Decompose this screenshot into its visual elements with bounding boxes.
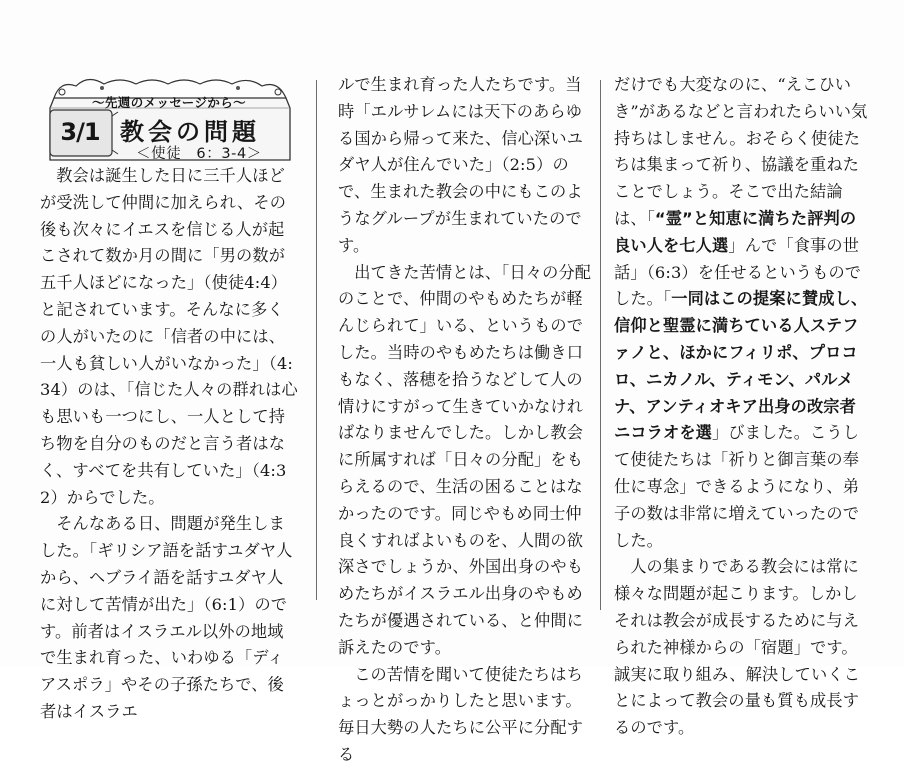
column-2 <box>338 72 596 769</box>
column-divider-1 <box>316 80 317 600</box>
sign-title: 教会の問題 <box>120 118 260 146</box>
message-header-sign <box>40 72 310 164</box>
column-divider-2 <box>600 80 601 610</box>
column-3-text-e: 」びました。こうして使徒たちは「祈りと御言葉の奉仕に専念」できるようになり、弟子の数は非常に増えていったのでした。 <box>614 423 860 550</box>
column-3 <box>614 72 872 742</box>
column-3-text-c: 」んで「食事の世話」（6:3）を任せるというものでした。「 <box>614 235 862 309</box>
sign-subtitle: 〜先週のメッセージから〜 <box>92 95 247 110</box>
sign-date: 3/1 <box>60 118 100 146</box>
column-1-paragraph-1: 教会は誕生した日に三千人ほどが受洗して仲間に加えられ、その後も次々にイエスを信じる人が起こされて数か月の間に「男の数が五千人ほどになった」（使徒4:4）と記されています。そんなに多くの人がいたのに「信者の中には、一人も貧しい人がいなかった」（4:34）のは、「信じた人々の群れは心も思いも一つにし、一人として持ち物を自分のものだと言う者はなく、すべてを共有していた」（4:32）からでした。 <box>40 166 298 507</box>
column-3-paragraph-2: 人の集まりである教会には常に様々な問題が起こります。しかしそれは教会が成長するために与えられた神様からの「宿題」です。誠実に取り組み、解決していくことによって教会の量も質も成長するのです。 <box>614 557 861 738</box>
column-3-text-a: だけでも大変なのに、“えこひいき”があるなどと言われたらいい気持ちはしません。おそらく使徒たちは集まって祈り、協議を重ねたことでしょう。そこで出た結論は、「 <box>614 75 868 228</box>
column-1-paragraph-2: そんなある日、問題が発生しました。「ギリシア語を話すユダヤ人から、ヘブライ語を話すユダヤ人に対して苦情が出た」（6:1）のです。前者はイスラエル以外の地域で生まれ育った、いわゆる「ディアスポラ」やその子孫たちで、後者はイスラエ <box>40 514 293 721</box>
scripture-reference: ＜使徒 6：3‐4＞ <box>136 146 262 162</box>
column-2-paragraph-3: この苦情を聞いて使徒たちはちょっとがっかりしたと思います。毎日大勢の人たちに公平に分配する <box>338 664 584 764</box>
column-2-paragraph-1: ルで生まれ育った人たちです。当時「エルサレムには天下のあらゆる国から帰って来た、信心深いユダヤ人が住んでいた」（2:5）ので、生まれた教会の中にもこのようなグループが生まれていたのです。 <box>338 75 584 255</box>
column-2-paragraph-2: 出てきた苦情とは、「日々の分配のことで、仲間のやもめたちが軽んじられて」いる、というものでした。当時のやもめたちは働き口もなく、落穂を拾うなどして人の情けにすがって生きていかなければなりませんでした。しかし教会に所属すれば「日々の分配」をもらえるので、生活の困ることはなかったのです。同じやもめ同士仲良くすればよいものを、人間の欲深さでしょうか、外国出身のやもめたちがイスラエル出身のやもめたちが優遇されている、と仲間に訴えたのです。 <box>338 262 592 657</box>
column-3-bold-quote-2: 一同はこの提案に賛成し、信仰と聖霊に満ちている人ステファノと、ほかにフィリポ、プロコロ、ニカノル、ティモン、パルメナ、アンティオキア出身の改宗者ニコラオを選 <box>614 289 868 443</box>
column-1 <box>40 163 298 726</box>
column-3-paragraph-1 <box>614 72 872 554</box>
column-3-bold-quote-1: “霊”と知恵に満ちた評判の良い人を七人選 <box>614 208 857 255</box>
